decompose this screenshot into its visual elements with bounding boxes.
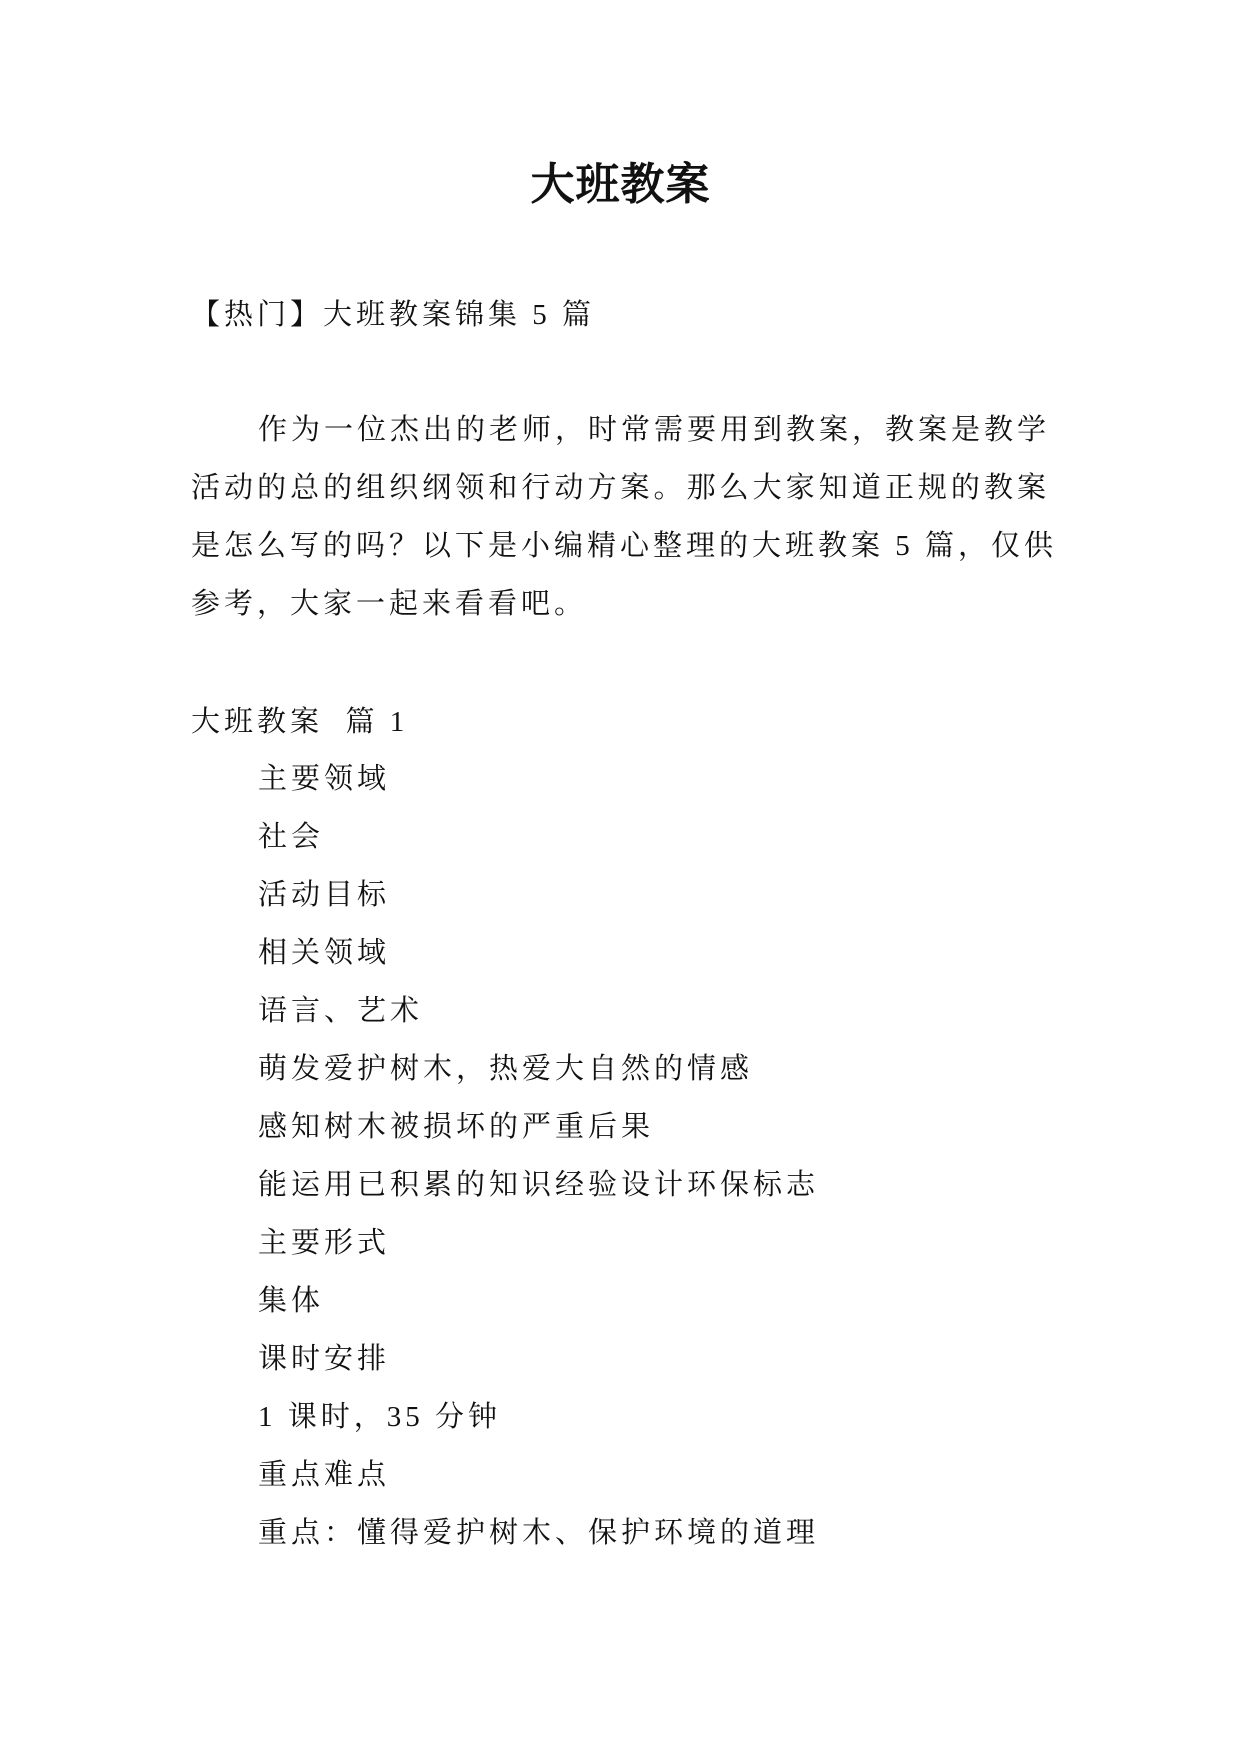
list-item: 重点：懂得爱护树木、保护环境的道理 (258, 1517, 820, 1549)
list-item: 课时安排 (258, 1343, 391, 1375)
intro-line: 参考，大家一起来看看吧。 (191, 588, 588, 620)
list-item: 重点难点 (258, 1459, 391, 1491)
document-title: 大班教案 (530, 160, 711, 209)
list-item: 相关领域 (258, 937, 391, 969)
list-item: 感知树木被损坏的严重后果 (258, 1111, 655, 1143)
section-heading: 大班教案 篇 1 (191, 706, 409, 738)
list-item: 社会 (258, 821, 325, 853)
intro-line: 作为一位杰出的老师，时常需要用到教案，教案是教学 (258, 414, 1051, 446)
intro-line: 活动的总的组织纲领和行动方案。那么大家知道正规的教案 (191, 472, 1050, 504)
list-item: 主要领域 (258, 763, 391, 795)
intro-line: 是怎么写的吗？以下是小编精心整理的大班教案 5 篇，仅供 (191, 530, 1058, 562)
list-item: 语言、艺术 (258, 995, 424, 1027)
intro-paragraph (191, 401, 1058, 633)
list-item: 活动目标 (258, 879, 391, 911)
list-item: 1 课时，35 分钟 (258, 1401, 502, 1433)
list-item: 集体 (258, 1285, 325, 1317)
document-subtitle: 【热门】大班教案锦集 5 篇 (191, 299, 596, 331)
list-item: 能运用已积累的知识经验设计环保标志 (258, 1169, 820, 1201)
list-item: 萌发爱护树木，热爱大自然的情感 (258, 1053, 754, 1085)
list-item: 主要形式 (258, 1227, 391, 1259)
lesson-detail-list (258, 750, 1158, 1562)
